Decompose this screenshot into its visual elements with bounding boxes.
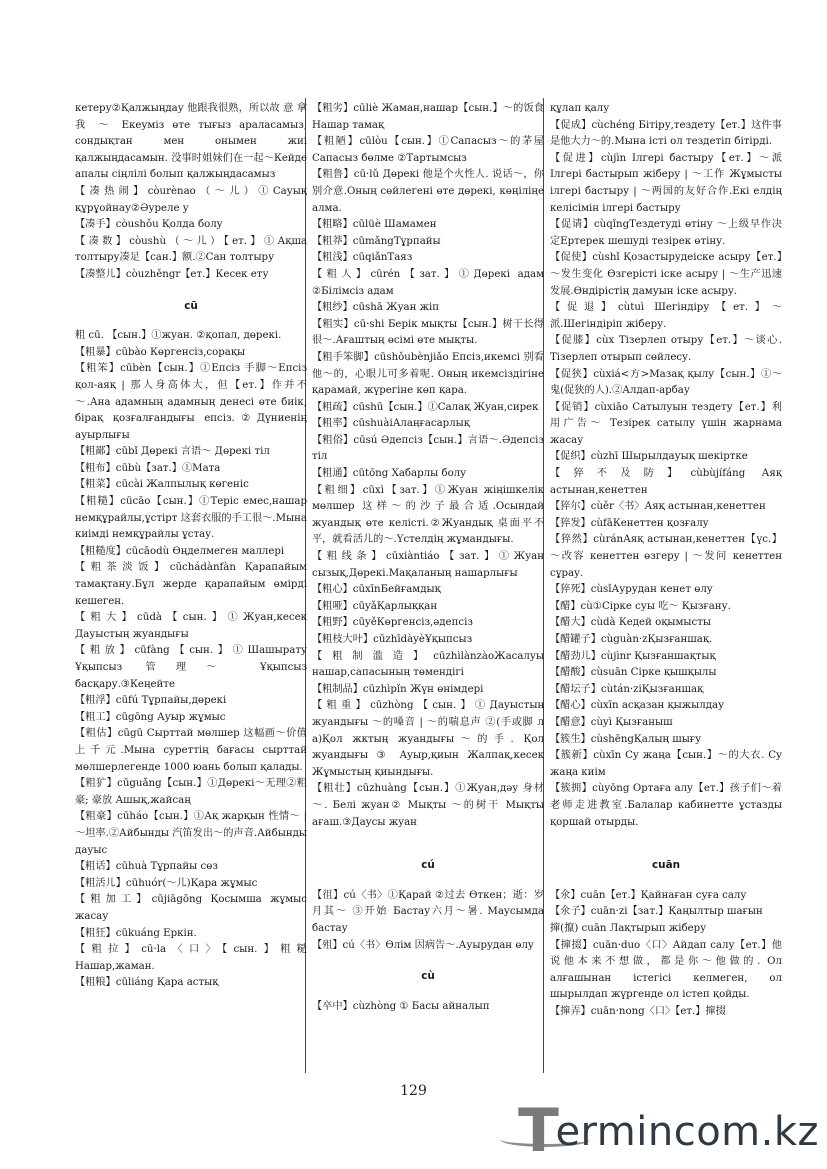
dictionary-entry: 【醋劲儿】cùjìnr Қызғаншақтық [550, 650, 716, 662]
dictionary-entry: 【粗劣】cūliè Жаман,нашар【сын.】～的饭食 Нашар тамақ [312, 103, 544, 131]
dictionary-entry: 【醋】cù①Сірке суы 吃～ Қызғану. [550, 600, 731, 612]
section-heading: cù [421, 970, 435, 983]
dictionary-entry: 【促织】cùzhī Шырылдауық шекіртке [550, 451, 748, 463]
dictionary-entry: 【粗豪】cūháo【сын.】①Ақ жарқын 性情～ | ～坦率.②Айбынды 汽笛发出～的声音.Айбынды дауыс [75, 811, 307, 856]
dictionary-entry: 【粗疏】cūshū【сын.】①Салақ Жуан,сирек [312, 401, 539, 413]
section-heading: cú [421, 859, 435, 872]
watermark-logo-text: ermincom.kz [555, 1109, 820, 1155]
dictionary-entry: 【猝不及防】cùbùjífáng Аяқ астынан,кенеттен [550, 468, 782, 496]
dictionary-entry: 【粗话】cūhuà Тұрпайы сөз [75, 861, 218, 873]
dictionary-entry: 【粗菜】cūcài Жалпылық көгеніс [75, 479, 249, 491]
dictionary-entry: 【粗浮】cūfú Тұрпайы,дөрекі [75, 695, 227, 707]
dictionary-entry: 【粗狂】cūkuáng Еркін. [75, 927, 197, 939]
dictionary-entry: 【醋心】cùxīn асқазан қыжылдау [550, 700, 725, 712]
dictionary-entry: 【粗重】cūzhòng【сын.】①Дауыстың жуандығы ～的嗓音 | ～的喘息声 ②(手或脚 л а)Қол жктың жуандығы～的手. Қол жуандығы ③ Ауыр,қиын Жалпақ,кесек Жұмыстың қиындығы. [312, 700, 544, 778]
dictionary-entry: 【粗犷】cūguǎng【сын.】①Дөрекі～无理②粗豪; 豪放 Ашық,жайсаң [75, 778, 307, 806]
dictionary-entry: 【粗茶淡饭】cūchádànfàn Қарапайым тамақтану.Бұл жерде қарапайым өмірді кешеген. [75, 562, 307, 607]
dictionary-entry: 【撺掇】cuān·duo〈口〉Айдап салу【ет.】他说他本来不想做，都是你～他做的. Ол алғашынан істегісі келмеген, ол шырылдап жүргенде ол істеп қойды. [550, 939, 782, 1001]
column-middle [312, 101, 544, 1015]
dictionary-entry: 【促膝】cùx Тізерлеп отыру【ет.】～谈心. Тізерлеп отырып сөйлесу. [550, 335, 782, 363]
dictionary-entry: 【猝然】cùránАяқ астынан,кенеттен【үс.】～改容 кенеттен өзгеру | ～发问 кенеттен сұрау. [550, 534, 782, 579]
dictionary-entry: 【粗拉】cū·la〈口〉【сын.】粗糙 Нашар,жаман. [75, 944, 307, 972]
dictionary-entry: 【猝发】cùfāКенеттен қозғалу [550, 517, 709, 529]
dictionary-entry: 粗 cū. 【сын.】①жуан. ②қопал, дөрекі. [75, 330, 282, 342]
dictionary-entry: 【粗哑】cūyǎҚарлыққан [312, 600, 438, 612]
dictionary-entry: 【醋坛子】cùtán·ziҚызғаншақ [550, 683, 704, 695]
dictionary-entry: 【粗笨】cūbèn【сын.】①Епсіз 手脚～Епсіз қол-аяқ | 那人身高体大，但【ет.】作并不～.Ана адамның адамның денесі өте биік, бірақ қозғалғандығы епсіз.②Дүниенің ауырлығы [75, 363, 307, 441]
dictionary-entry: 【氽】cuān【ет.】Қайнаған суға салу [550, 889, 747, 901]
dictionary-entry: 【粗制滥造】cūzhìlànzàoЖасалуы нашар,сапасының төмендігі [312, 650, 544, 679]
dictionary-entry: 【粗糙】cūcāo【сын.】①Теріс емес,нашар немқұрайлы,ұстірт 这套衣服的手工很～.Мына киімді немқұрайлы ұстау. [75, 496, 307, 541]
dictionary-entry: 【粗俗】cūsú Әдепсіз【сын.】言语～.Әдепсіз тіл [312, 434, 544, 463]
section-heading: cū [184, 299, 198, 312]
dictionary-entry: 【粗粮】cūliáng Қара астық [75, 977, 219, 989]
dictionary-entry: кетеру②Қалжыңдау 他跟我很熟，所以故 意 拿 我 ～ Екеуміз өте тығыз араласамыз, сондықтан мен онымен жиі қалжыңдасамын. 没事时姐妹们在一起～Кейде апалы сіңлілі болып қалжыңдасамыз [75, 103, 307, 181]
dictionary-entry: 撺(攛) cuān Лақтырып жіберу [550, 922, 707, 934]
dictionary-entry: 【凑热闹】còurènao（～儿）①Сауық құрұойнау②Әуреле у [75, 185, 307, 214]
dictionary-entry: 【粗制品】cūzhìpǐn Жүн өнімдері [312, 683, 484, 695]
section-spacer [550, 831, 782, 843]
dictionary-entry: 【粗细】cūxì【зат.】①Жуан жіңішкелік мөлшер 这样～的沙子最合适.Осындай жуандық өте келісті.②Жуандық 桌面平不平，就看活儿的～.Үстелдің жұмандығы. [312, 484, 544, 546]
dictionary-entry: 【促退】cùtuì Шегіндіру【ет.】～派.Шегіндіріп жіберу. [550, 302, 782, 330]
dictionary-entry: 【粗加工】cūjiāgōng Қосымша жұмыс жасау [75, 894, 307, 922]
dictionary-entry: 【凑数】còushù（～儿）【ет.】①Ақша толтыру凑足【сан.】额.②Сан толтыру [75, 235, 307, 264]
dictionary-entry: 【殂】cú〈书〉Өлім 因病告～.Ауырудан өлу [312, 939, 534, 951]
dictionary-entry: 【凑整儿】còuzhěngr【ет.】Кесек ету [75, 268, 269, 280]
dictionary-entry: 【醋酸】cùsuān Сірке қышқылы [550, 667, 717, 679]
dictionary-entry: 【粗工】cūgōng Ауыр жұмыс [75, 711, 226, 723]
watermark-logo-t: T [518, 1096, 560, 1166]
dictionary-entry: 【粗放】cūfàng【сын.】①Шашырату Ұқыпсыз 管理～ Ұқыпсыз басқару.③Кеңейте [75, 645, 307, 690]
dictionary-entry: 【粗人】cūrén【зат.】①Дөрекі адам ②Білімсіз адам [312, 268, 544, 297]
dictionary-entry: 【粗陋】cūlòu【сын.】①Сапасыз～的茅屋 Сапасыз бөлме ②Тартымсыз [312, 136, 544, 164]
dictionary-entry: 【猝尔】cùěr〈书〉Аяқ астынан,кенеттен [550, 501, 766, 513]
column-right [550, 101, 782, 1020]
dictionary-entry: 【粗莽】cūmǎngТұрпайы [312, 235, 441, 247]
dictionary-entry: 【粗糙度】cūcāodù Өңделмеген маллері [75, 545, 285, 557]
dictionary-entry: 【促进】cùjìn Ілгері бастыру【ет.】～派 Ілгері бастырып жіберу | ～工作 Жұмысты ілгері бастыру | ～两国的友好合作.Екі елдің келісімін ілгері бастыру [550, 152, 782, 214]
dictionary-entry: 【促狭】cùxiá<方>Мазақ қылу【сын.】①～鬼(促狭的人).②Алдап-арбау [550, 368, 782, 397]
dictionary-entry: 【簇拥】cùyōng Ортаға алу【ет.】孩子们～着老师走进教室.Балалар кабинетте ұстазды қоршай отырды. [550, 783, 782, 828]
dictionary-entry: 【粗布】cūbù【зат.】①Мата [75, 462, 221, 474]
dictionary-entry: 【卒中】cùzhòng ① Басы айналып [312, 1000, 490, 1012]
dictionary-entry: 【粗浅】cūqiǎnТаяз [312, 252, 413, 264]
dictionary-entry: 【凑手】còushǒu Қолда болу [75, 219, 223, 231]
dictionary-entry: 【粗略】cūlüè Шамамен [312, 219, 437, 231]
dictionary-entry: 【粗通】cūtōng Хабарлы болу [312, 468, 467, 480]
dictionary-entry: 【粗壮】cūzhuàng【сын.】①Жуан,дәу 身材～. Белі жуан② Мықты ～的树干 Мықты ағаш.③Даусы жуан [312, 783, 544, 828]
dictionary-entry: 【氽子】cuān·zi【зат.】Қаңылтыр шағын [550, 906, 763, 918]
dictionary-entry: 【粗枝大叶】cūzhīdàyèҰқыпсыз [312, 634, 473, 645]
section-heading: cuān [652, 859, 680, 872]
dictionary-entry: 【粗活儿】cūhuór(～儿)Қара жұмыс [75, 877, 258, 889]
dictionary-entry: 【簇新】cùxīn Су жаңа【сын.】～的大衣. Су жаңа киім [550, 750, 782, 778]
dictionary-entry: 【粗线条】cūxiàntiáo【зат.】①Жуан сызық,Дөрекі.Мақаланың нашарлығы [312, 551, 544, 579]
dictionary-entry: 【粗野】cūyěКөргенсіз,әдепсіз [312, 617, 473, 629]
dictionary-entry: 【醋罐子】cùguàn·zҚызғаншақ. [550, 634, 713, 645]
dictionary-entry: 【促请】cùqǐngТездетуді өтіну ～上级早作决定Ертерек шешуді тезірек өтіну. [550, 219, 782, 247]
dictionary-entry: 【猝死】cùsǐАурудан кенет өлу [550, 584, 713, 596]
dictionary-entry: 【粗大】cūdà【сын.】①Жуан,кесек Дауыстың жуандығы [75, 612, 307, 640]
column-left [75, 101, 307, 992]
dictionary-entry: 【粗鄙】cūbǐ Дөрекі 言语～ Дөрекі тіл [75, 446, 270, 458]
dictionary-entry: 【粗率】cūshuàiАлаңғасарлық [312, 418, 470, 430]
section-spacer [312, 831, 544, 843]
dictionary-entry: құлап қалу [550, 103, 610, 114]
dictionary-entry: 【撺弄】cuān·nong〈口〉【ет.】撺掇 [550, 1005, 726, 1017]
dictionary-entry: 【醋意】cùyì Қызғаныш [550, 716, 673, 728]
dictionary-entry: 【促销】cùxiāo Сатылуын тездету【ет.】利用广告～ Тезірек сатылу үшін жарнама жасау [550, 401, 782, 446]
dictionary-entry: 【促使】cùshǐ Қозастырудеіске асыру【ет.】～发生变化 Өзгерісті іске асыру | ～生产迅速发展.Өндірістің дамуын іске асыру. [550, 252, 782, 297]
dictionary-entry: 【粗估】cūgū Сырттай мөлшер 这幅画～价值上千元.Мына суреттің бағасы сырттай мөлшерлегенде 1000 юань болып қалады. [75, 728, 307, 773]
dictionary-entry: 【徂】cú〈书〉①Қарай ②过去 Өткен；逝：岁月其～ ③开始 Бастау六月～暑. Маусымда бастау [312, 889, 544, 934]
dictionary-entry: 【簇生】cùshēngҚалың шығу [550, 733, 702, 745]
dictionary-entry: 【粗手笨脚】cūshǒubènjiǎo Епсіз,икемсі 别看他～的，心眼儿可多着呢. Оның икемсіздігіне қарамай, жүрегіне көп қара. [312, 351, 544, 397]
dictionary-entry: 【粗鲁】cū·lǔ Дөрекі 他是个火性人. 说话～，你别介意.Оның сөйлегені өте дөрекі, көңіліңе алма. [312, 169, 544, 214]
dictionary-entry: 【粗实】cū·shi Берік мықты【сын.】树干长得很～.Ағаштың өсімі өте мықты. [312, 318, 544, 347]
dictionary-entry: 【醋大】cùdà Кедей оқымысты [550, 617, 711, 629]
dictionary-entry: 【粗暴】cūbào Көргенсіз,сорақы [75, 346, 246, 358]
dictionary-entry: 【促成】cùchéng Бітіру,тездету【ет.】这件事是他大力～的.Мына істі ол тездетіп бітірді. [550, 119, 782, 148]
dictionary-entry: 【粗心】cūxīnБейғамдық [312, 584, 441, 596]
dictionary-entry: 【粗纱】cūshā Жуан жіп [312, 302, 440, 314]
watermark-logo [518, 1096, 819, 1166]
page-number: 129 [400, 1083, 427, 1099]
